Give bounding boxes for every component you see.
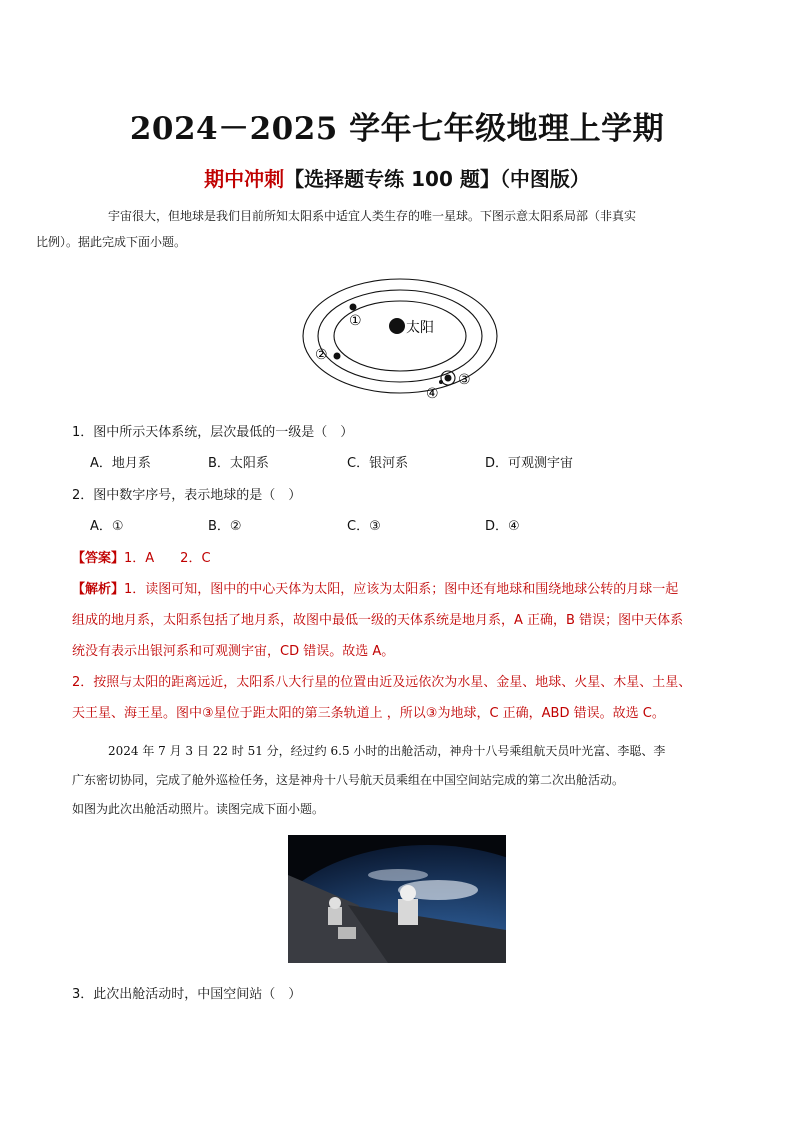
intro2-line1: 2024 年 7 月 3 日 22 时 51 分，经过约 6.5 小时的出舱活动，神舟十八号乘组航天员叶光富、李聪、李: [108, 744, 666, 758]
planet-1-icon: [350, 304, 357, 311]
sun-icon: [389, 318, 405, 334]
astronaut-1-helmet: [329, 897, 341, 909]
marker-1: ①: [349, 313, 362, 329]
intro-paragraph-2: [72, 737, 724, 824]
answer-block: [72, 547, 211, 566]
analysis-line-1-text: 1．读图可知，图中的中心天体为太阳，应该为太阳系；图中还有地球和围绕地球公转的月球一起: [124, 582, 679, 597]
intro1-line2: 比例）。据此完成下面小题。: [36, 235, 187, 249]
astronaut-2: [398, 899, 418, 925]
solar-system-diagram: [300, 274, 500, 404]
q1-option-c: C．银河系: [347, 456, 409, 471]
intro2-line3: 如图为此次出舱活动照片。读图完成下面小题。: [72, 802, 325, 816]
planet-2-icon: [334, 353, 341, 360]
q2-option-a: A．①: [90, 519, 124, 534]
sun-label: 太阳: [406, 320, 434, 336]
q2-option-c: C．③: [347, 519, 381, 534]
moon-icon: [439, 380, 443, 384]
q2-option-b: B．②: [208, 519, 242, 534]
analysis-block: [72, 574, 724, 729]
marker-2: ②: [315, 347, 328, 363]
marker-4: ④: [426, 386, 439, 402]
earth-icon: [445, 375, 452, 382]
analysis-label: 【解析】: [72, 582, 125, 597]
analysis-line-5: 天王星、海王星。图中③星位于距太阳的第三条轨道上 ，所以③为地球，C 正确，ABD 错误。故选 C。: [72, 706, 665, 721]
answer-label: 【答案】: [72, 551, 125, 566]
astronaut-2-helmet: [400, 885, 416, 901]
question-1-stem: 1．图中所示天体系统，层次最低的一级是（ ）: [72, 425, 354, 440]
equipment-box: [338, 927, 356, 939]
q1-option-d: D．可观测宇宙: [485, 456, 574, 471]
analysis-line-4: 2．按照与太阳的距离远近，太阳系八大行星的位置由近及远依次为水星、金星、地球、火星、木星、土星、: [72, 675, 692, 690]
orbit-2: [318, 290, 482, 382]
astronaut-1: [328, 907, 342, 925]
q1-option-a: A．地月系: [90, 456, 151, 471]
analysis-line-1: [72, 574, 724, 605]
q1-option-b: B．太阳系: [208, 456, 269, 471]
intro-paragraph-1: [36, 203, 724, 255]
spacewalk-photo: [288, 835, 506, 963]
subtitle-rest: 【选择题专练 100 题】（中图版）: [284, 167, 590, 191]
intro1-line1: 宇宙很大，但地球是我们目前所知太阳系中适宜人类生存的唯一星球。下图示意太阳系局部（非真实: [108, 209, 637, 223]
marker-3: ③: [458, 372, 471, 388]
answer-text: 1．A 2．C: [124, 551, 211, 566]
page-subtitle: [0, 163, 794, 192]
orbit-1: [334, 301, 466, 371]
page-title: 2024－2025 学年七年级地理上学期: [129, 111, 665, 147]
analysis-line-3: 统没有表示出银河系和可观测宇宙，CD 错误。故选 A。: [72, 644, 395, 659]
intro2-line2: 广东密切协同，完成了舱外巡检任务，这是神舟十八号航天员乘组在中国空间站完成的第二次出舱活动。: [72, 773, 625, 787]
question-3-stem: 3．此次出舱活动时，中国空间站（ ）: [72, 987, 302, 1002]
subtitle-highlight: 期中冲刺: [204, 167, 285, 191]
q2-option-d: D．④: [485, 519, 520, 534]
analysis-line-2: 组成的地月系，太阳系包括了地月系，故图中最低一级的天体系统是地月系，A 正确，B 错误；图中天体系: [72, 613, 684, 628]
question-2-stem: 2．图中数字序号，表示地球的是（ ）: [72, 488, 302, 503]
cloud-band-2: [368, 869, 428, 881]
